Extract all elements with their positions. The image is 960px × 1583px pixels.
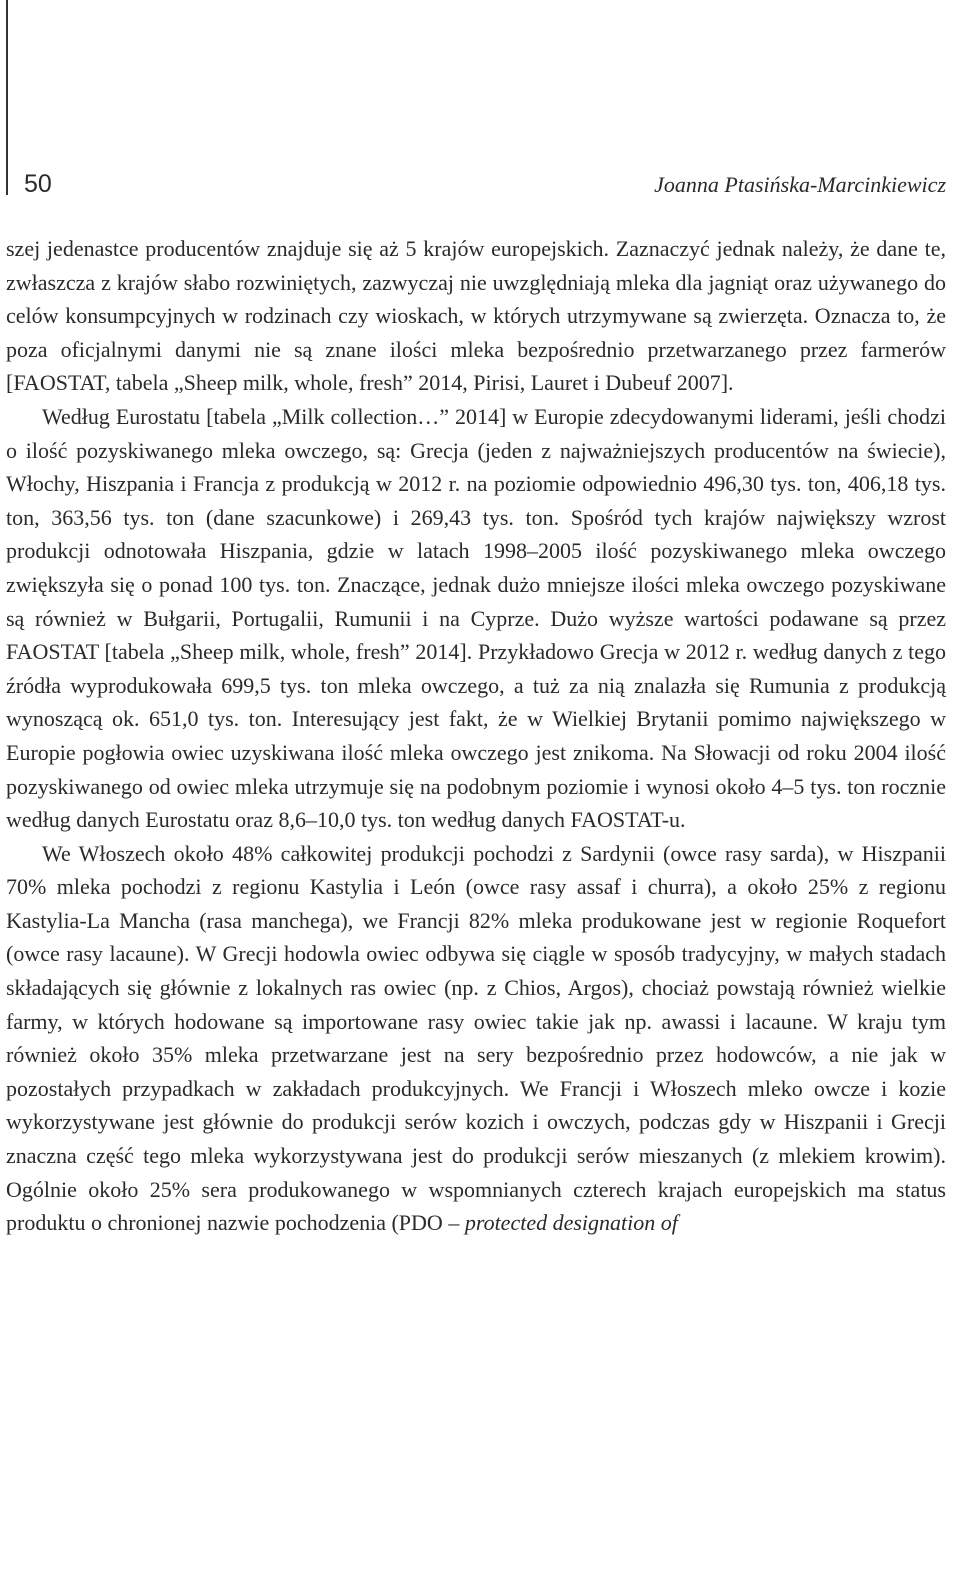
paragraph-3	[6, 837, 946, 1240]
paragraph-3-italic-term: protected designation of	[464, 1210, 678, 1236]
paragraph-1: szej jedenastce producentów znajduje się aż 5 krajów europejskich. Zaznaczyć jednak należy, że dane te, zwłaszcza z krajów słabo rozwiniętych, zazwyczaj nie uwzględniają mleka dla jagniąt oraz używanego do celów konsumpcyjnych w rodzinach czy wioskach, w których utrzymywane są zwierzęta. Oznacza to, że poza oficjalnymi danymi nie są znane ilości mleka bezpośrednio przetwarzanego przez farmerów [FAOSTAT, tabela „Sheep milk, whole, fresh” 2014, Pirisi, Lauret i Dubeuf 2007].	[6, 236, 946, 396]
page-number: 50	[24, 170, 52, 198]
body-text	[6, 232, 946, 1240]
paragraph-2: Według Eurostatu [tabela „Milk collection…” 2014] w Europie zdecydowanymi liderami, jeśli chodzi o ilość pozyskiwanego mleka owczego, są: Grecja (jeden z najważniejszych producentów na świecie), Włochy, Hiszpania i Francja z produkcją w 2012 r. na poziomie odpowiednio 496,30 tys. ton, 406,18 tys. ton, 363,56 tys. ton (dane szacunkowe) i 269,43 tys. ton. Spośród tych krajów największy wzrost produkcji odnotowała Hiszpania, gdzie w latach 1998–2005 ilość pozyskiwanego mleka owczego zwiększyła się o ponad 100 tys. ton. Znaczące, jednak dużo mniejsze ilości mleka owczego pozyskiwane są również w Bułgarii, Portugalii, Rumunii i na Cyprze. Dużo wyższe wartości podawane są przez FAOSTAT [tabela „Sheep milk, whole, fresh” 2014]. Przykładowo Grecja w 2012 r. według danych z tego źródła wyprodukowała 699,5 tys. ton mleka owczego, a tuż za nią znalazła się Rumunia z produkcją wynoszącą ok. 651,0 tys. ton. Interesujący jest fakt, że w Wielkiej Brytanii pomimo największego w Europie pogłowia owiec uzyskiwana ilość mleka owczego jest znikoma. Na Słowacji od roku 2004 ilość pozyskiwanego od owiec mleka utrzymuje się na podobnym poziomie i wynosi około 4–5 tys. ton rocznie według danych Eurostatu oraz 8,6–10,0 tys. ton według danych FAOSTAT-u.	[6, 403, 946, 833]
running-head-author: Joanna Ptasińska-Marcinkiewicz	[654, 172, 946, 197]
margin-rule	[6, 0, 8, 195]
paragraph-3-text: We Włoszech około 48% całkowitej produkcji pochodzi z Sardynii (owce rasy sarda), w Hiszpanii 70% mleka pochodzi z regionu Kastylia i León (owce rasy assaf i churra), a około 25% z regionu Kastylia-La Mancha (rasa manchega), we Francji 82% mleka produkowane jest w regionie Roquefort (owce rasy lacaune). W Grecji hodowla owiec odbywa się ciągle w sposób tradycyjny, w małych stadach składających się głównie z lokalnych ras owiec (np. z Chios, Argos), chociaż powstają również wielkie farmy, w których hodowane są importowane rasy owiec takie jak np. awassi i lacaune. W kraju tym również około 35% mleka przetwarzane jest na sery bezpośrednio przez hodowców, a nie jak w pozostałych przypadkach w zakładach produkcyjnych. We Francji i Włoszech mleko owcze i kozie wykorzystywane jest głównie do produkcji serów kozich i owczych, podczas gdy w Hiszpanii i Grecji znaczna część tego mleka wykorzystywana jest do produkcji serów mieszanych (z mlekiem krowim). Ogólnie około 25% sera produkowanego w wspomnianych czterech krajach europejskich ma status produktu o chronionej nazwie pochodzenia (PDO –	[6, 840, 946, 1236]
page-header	[24, 170, 946, 210]
